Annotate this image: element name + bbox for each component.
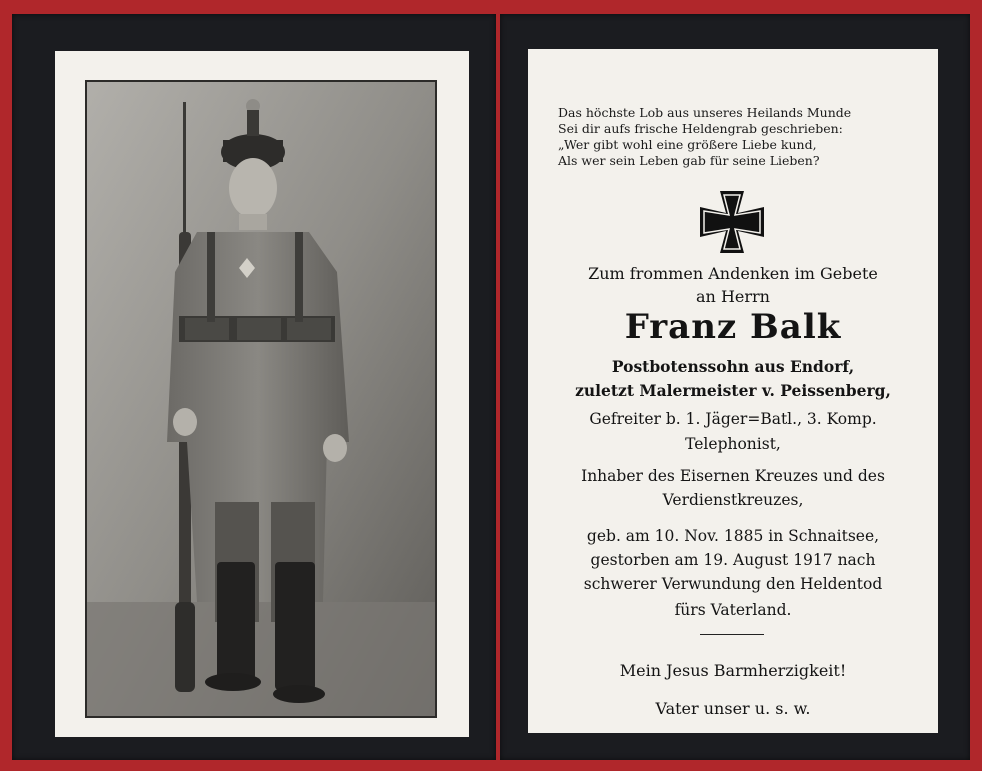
decoration-line: Inhaber des Eisernen Kreuzes und des <box>581 467 885 485</box>
photo-card <box>55 51 469 737</box>
text-card <box>528 49 938 733</box>
divider <box>700 634 764 635</box>
left-mourning-panel <box>12 14 496 760</box>
occupation-line: zuletzt Malermeister v. Peissenberg, <box>575 381 891 400</box>
birth-line: geb. am 10. Nov. 1885 in Schnaitsee, <box>586 527 880 545</box>
closing-prayer: Mein Jesus Barmherzigkeit! <box>619 661 847 680</box>
death-line-cont: schwerer Verwundung den Heldentod <box>583 575 883 593</box>
rank-line: Gefreiter b. 1. Jäger=Batl., 3. Komp. <box>589 410 877 428</box>
soldier-photograph <box>85 80 437 718</box>
origin-line: Postbotenssohn aus Endorf, <box>611 357 855 376</box>
deceased-name: Franz Balk <box>624 307 842 347</box>
role-line: Telephonist, <box>685 435 781 453</box>
iron-cross-icon <box>700 191 764 257</box>
memory-line: Zum frommen Andenken im Gebete <box>588 264 878 283</box>
right-mourning-panel <box>500 14 970 760</box>
lords-prayer-line: Vater unser u. s. w. <box>655 699 811 718</box>
decoration-line-cont: Verdienstkreuzes, <box>662 491 804 509</box>
verse-line: Als wer sein Leben gab für seine Lieben? <box>558 153 820 168</box>
death-line: gestorben am 19. August 1917 nach <box>590 551 876 569</box>
fatherland-line: fürs Vaterland. <box>674 601 792 619</box>
verse-line: Sei dir aufs frische Heldengrab geschrieben: <box>558 121 843 136</box>
an-herrn: an Herrn <box>696 287 770 306</box>
memorial-verse <box>558 105 918 169</box>
verse-line: „Wer gibt wohl eine größere Liebe kund, <box>558 137 817 152</box>
verse-line: Das höchste Lob aus unseres Heilands Munde <box>558 105 852 120</box>
